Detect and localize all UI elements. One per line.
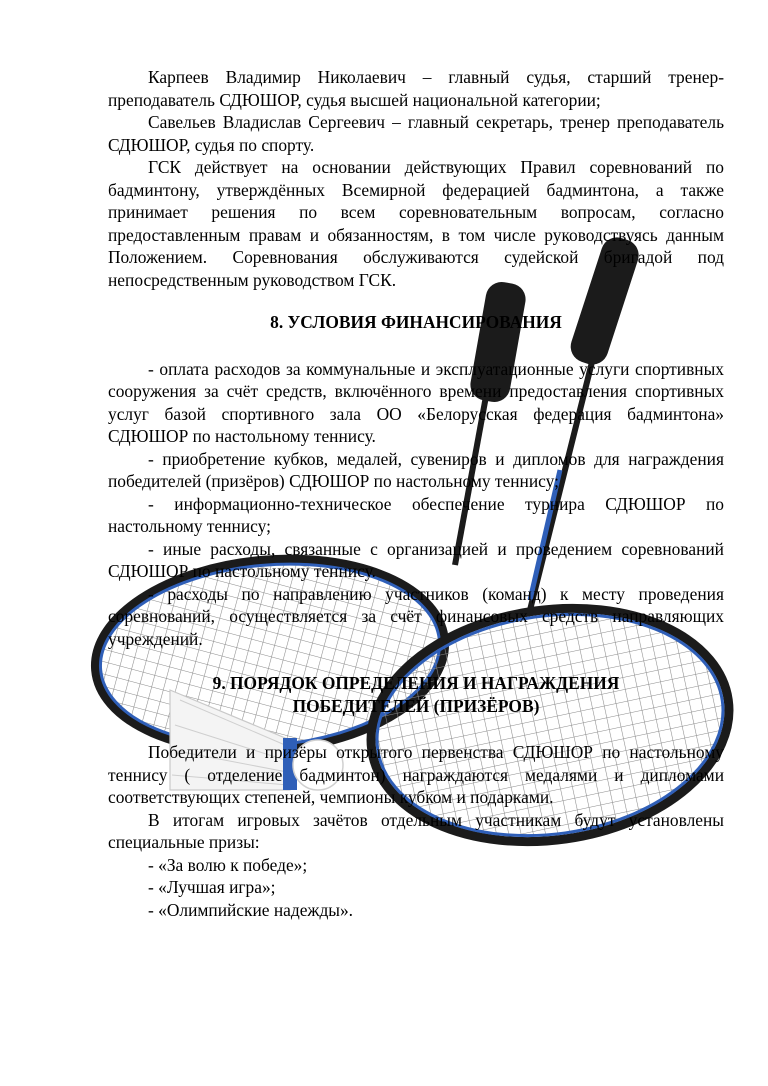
- prize-item: - «За волю к победе»;: [148, 854, 308, 875]
- financing-item: - расходы по направлению участников (команд) к месту проведения соревнований, осуществляется за счёт финансовых средств направляющих учреждений.: [108, 583, 724, 649]
- section-9-heading-line-2: ПОБЕДИТЕЛЕЙ (ПРИЗЁРОВ): [292, 695, 540, 716]
- financing-item: - иные расходы, связанные с организацией и проведением соревнований СДЮШОР по настольному теннису.: [108, 538, 724, 581]
- special-prizes-paragraph: В итогам игровых зачётов отдельным участникам будут установлены специальные призы:: [108, 809, 724, 852]
- section-9-heading: [108, 672, 724, 717]
- prize-item: - «Олимпийские надежды».: [148, 899, 354, 920]
- section-8-heading: 8. УСЛОВИЯ ФИНАНСИРОВАНИЯ: [270, 312, 562, 332]
- financing-item: - оплата расходов за коммунальные и эксплуатационные услуги спортивных сооружения за счёт средств, включённого времени предоставления спортивных услуг базой спортивного зала ОО «Белорусская федерация бадминтона» СДЮШОР по настольному теннису.: [108, 358, 724, 446]
- financing-item: - приобретение кубков, медалей, сувениров и дипломов для награждения победителей (призёров) СДЮШОР по настольному теннису;: [108, 448, 724, 491]
- paragraph-chief-secretary: Савельев Владислав Сергеевич – главный секретарь, тренер преподаватель СДЮШОР, судья по спорту.: [108, 112, 724, 155]
- awards-paragraph: Победители и призёры открытого первенства СДЮШОР по настольному теннису ( отделение бадминтон) награждаются медалями и дипломами соответствующих степеней, чемпионы кубком и подарками.: [108, 742, 724, 807]
- paragraph-chief-judge: Карпеев Владимир Николаевич – главный судья, старший тренер-преподаватель СДЮШОР, судья высшей национальной категории;: [108, 67, 724, 110]
- section-9-heading-line-1: 9. ПОРЯДОК ОПРЕДЕЛЕНИЯ И НАГРАЖДЕНИЯ: [212, 673, 620, 693]
- prize-item: - «Лучшая игра»;: [148, 877, 276, 897]
- financing-item: - информационно-техническое обеспечение турнира СДЮШОР по настольному теннису;: [108, 493, 724, 536]
- paragraph-gsk: ГСК действует на основании действующих Правил соревнований по бадминтону, утверждённых Всемирной федерацией бадминтона, а также принимает решения по всем соревновательным вопросам, согласно предоставленным правам и обязанностям, в том числе руководствуясь данным Положением. Соревнования обслуживаются судейской бригадой под непосредственным руководством ГСК.: [108, 157, 724, 290]
- document-page: [108, 66, 724, 921]
